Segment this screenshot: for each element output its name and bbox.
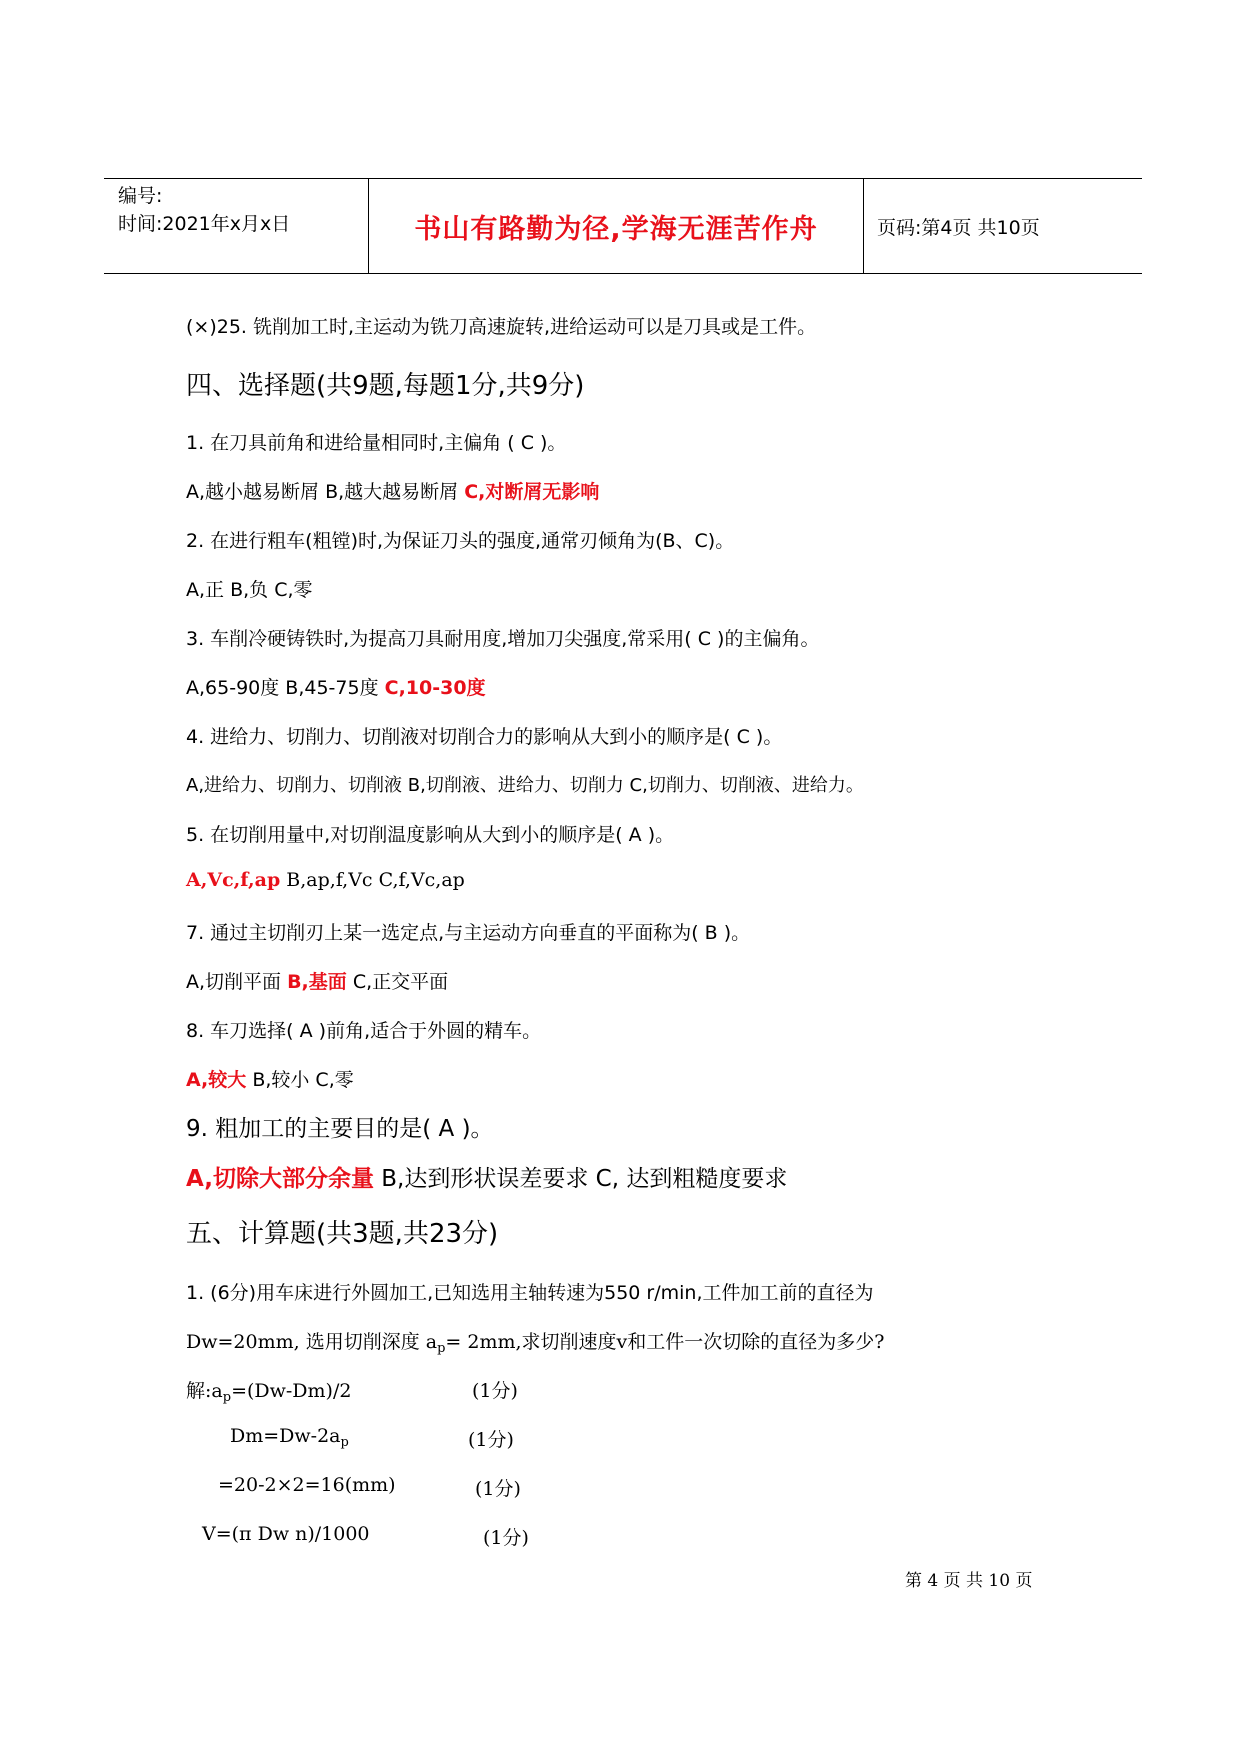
question-2: 2. 在进行粗车(粗镗)时,为保证刀头的强度,通常刃倾角为(B、C)。 — [186, 530, 735, 552]
question-8: 8. 车刀选择( A )前角,适合于外圆的精车。 — [186, 1020, 542, 1042]
question-9: 9. 粗加工的主要目的是( A )。 — [186, 1116, 494, 1142]
header-left-cell — [104, 179, 368, 273]
document-header — [104, 178, 1142, 274]
correct-answer: A,切除大部分余量 — [186, 1166, 374, 1192]
question-1: 1. 在刀具前角和进给量相同时,主偏角 ( C )。 — [186, 432, 567, 454]
solution-step-4-points: (1分) — [483, 1527, 529, 1549]
correct-answer: A,较大 — [186, 1069, 247, 1091]
question-8-options — [186, 1065, 354, 1092]
question-3-options — [186, 673, 486, 700]
question-1-options — [186, 477, 599, 504]
calc-question-1-line-2 — [186, 1327, 884, 1354]
options-text: C,正交平面 — [346, 971, 449, 993]
question-5: 5. 在切削用量中,对切削温度影响从大到小的顺序是( A )。 — [186, 824, 675, 846]
correct-answer: B,基面 — [287, 971, 347, 993]
correct-answer: C,10-30度 — [384, 677, 486, 699]
question-7-options — [186, 967, 448, 994]
options-text: A,切削平面 — [186, 971, 288, 993]
header-right-cell — [863, 179, 1142, 273]
date-label: 时间:2021年x月x日 — [118, 213, 291, 235]
options-text: B,ap,f,Vc C,f,Vc,ap — [280, 869, 465, 891]
calc-question-1-line-1: 1. (6分)用车床进行外圆加工,已知选用主轴转速为550 r/min,工件加工前的直径为 — [186, 1282, 874, 1304]
question-3: 3. 车削冷硬铸铁时,为提高刀具耐用度,增加刀尖强度,常采用( C )的主偏角。 — [186, 628, 820, 650]
text-segment: Dw=20mm, 选用切削深度 a — [186, 1331, 438, 1353]
options-text: B,达到形状误差要求 C, 达到粗糙度要求 — [373, 1166, 788, 1192]
section-5-heading: 五、计算题(共3题,共23分) — [186, 1219, 499, 1249]
header-middle-cell — [368, 179, 864, 273]
question-4-options: A,进给力、切削力、切削液 B,切削液、进给力、切削力 C,切削力、切削液、进给力。 — [186, 775, 864, 796]
text-segment: =(Dw-Dm)/2 — [231, 1380, 352, 1402]
subscript: p — [437, 1341, 446, 1356]
options-text: A,越小越易断屑 B,越大越易断屑 — [186, 481, 465, 503]
solution-step-4: V=(π Dw n)/1000 — [202, 1523, 370, 1545]
solution-step-1 — [186, 1376, 351, 1403]
solution-step-3-points: (1分) — [475, 1478, 521, 1500]
question-5-options — [186, 869, 465, 891]
subscript: p — [340, 1435, 349, 1450]
text-segment: 解:a — [186, 1380, 223, 1402]
solution-step-3: =20-2×2=16(mm) — [218, 1474, 396, 1496]
solution-step-2-points: (1分) — [468, 1429, 514, 1451]
options-text: B,较小 C,零 — [246, 1069, 354, 1091]
subscript: p — [222, 1390, 232, 1405]
solution-step-2 — [230, 1425, 349, 1450]
text-segment: = 2mm,求切削速度v和工件一次切除的直径为多少? — [445, 1331, 885, 1353]
question-2-options: A,正 B,负 C,零 — [186, 579, 313, 601]
motto: 书山有路勤为径,学海无涯苦作舟 — [414, 214, 818, 245]
text-segment: Dm=Dw-2a — [230, 1425, 341, 1447]
section-4-heading: 四、选择题(共9题,每题1分,共9分) — [186, 371, 585, 401]
question-25: (×)25. 铣削加工时,主运动为铣刀高速旋转,进给运动可以是刀具或是工件。 — [186, 316, 817, 338]
question-7: 7. 通过主切削刃上某一选定点,与主运动方向垂直的平面称为( B )。 — [186, 922, 751, 944]
page-footer: 第 4 页 共 10 页 — [905, 1571, 1033, 1591]
correct-answer: A,Vc,f,ap — [186, 869, 281, 891]
question-9-options — [186, 1160, 787, 1193]
number-label: 编号: — [118, 185, 163, 207]
question-4: 4. 进给力、切削力、切削液对切削合力的影响从大到小的顺序是( C )。 — [186, 726, 783, 748]
correct-answer: C,对断屑无影响 — [464, 481, 600, 503]
solution-step-1-points: (1分) — [472, 1380, 518, 1402]
page-label: 页码:第4页 共10页 — [877, 217, 1040, 239]
options-text: A,65-90度 B,45-75度 — [186, 677, 385, 699]
